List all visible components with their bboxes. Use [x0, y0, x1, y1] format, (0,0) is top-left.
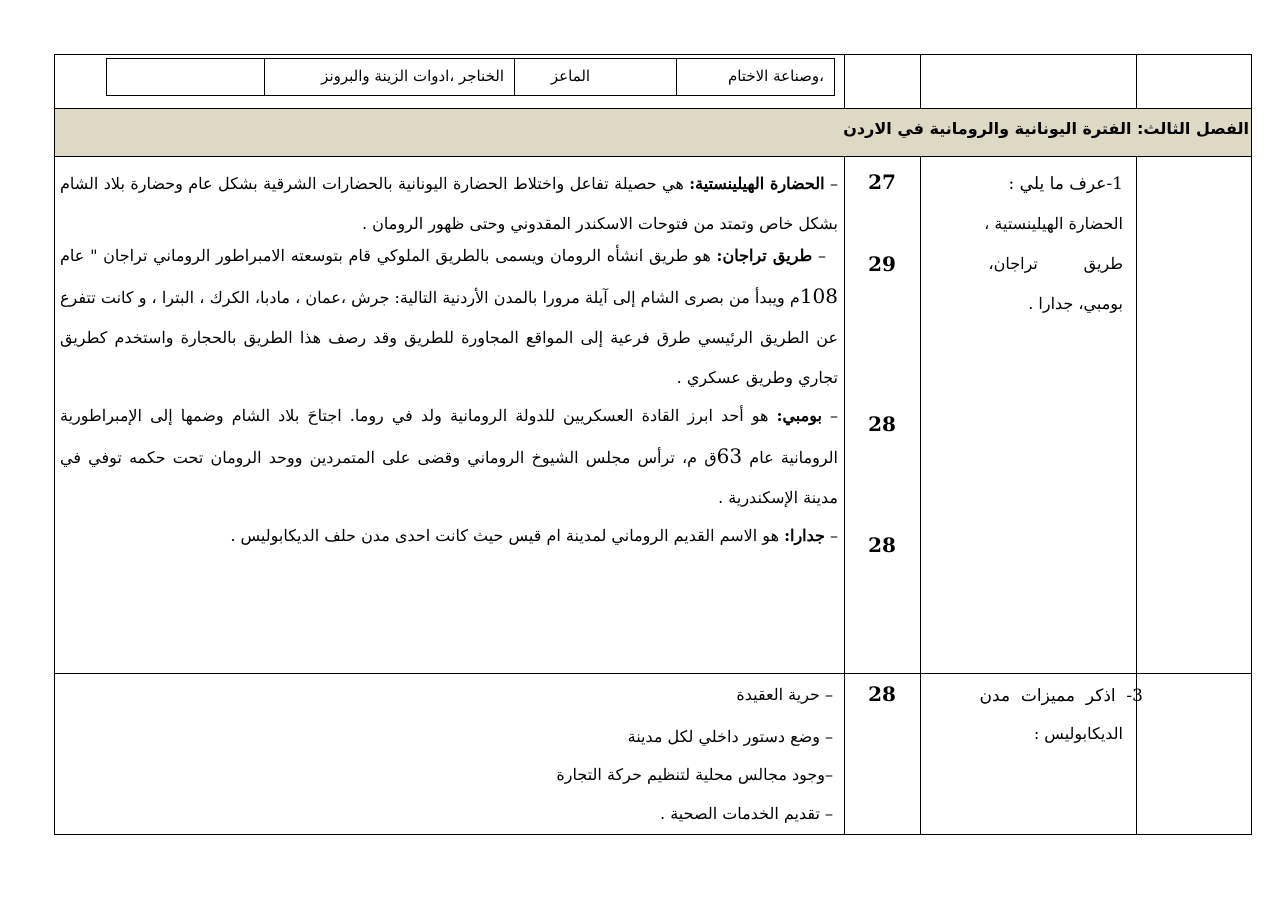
definition-text: هو أحد ابرز القادة العسكريين للدولة الرومانية ولد في روما. اجتاحَ بلاد الشام وضمها إلى الإمبراطورية الرومانية عام — [60, 406, 838, 467]
table-top-border — [54, 54, 1252, 55]
definition-text: م ويبدأ من بصرى الشام إلى آيلة مرورا بالمدن الأردنية التالية: جرش ،عمان ، مادبا، الكرك ، البترا ، و كانت تتفرع عن الطريق الرئيسي طرق فرعية إلى المواقع المجاورة للطريق وقد رصف هذا الطريق بالحجارة واستخدم كطريق تجاري وطريق عسكري . — [60, 288, 838, 387]
column-divider — [1136, 54, 1137, 108]
q1-question-line: بومبي، جدارا . — [1028, 294, 1123, 313]
page-number: 28 — [868, 682, 896, 706]
page-number: 27 — [868, 170, 896, 194]
term-hellenistic: الحضارة الهيلينستية: — [689, 174, 825, 193]
definition-text: هو الاسم القديم الروماني لمدينة ام قيس حيث كانت احدى مدن حلف الديكابوليس . — [230, 526, 785, 545]
answer-trajan-road: – طريق تراجان: هو طريق انشأه الرومان ويسمى بالطريق الملوكي قام بتوسعته الامبراطور الروماني تراجان " عام 108م ويبدأ من بصرى الشام إلى آيلة مرورا بالمدن الأردنية التالية: جرش ،عمان ، مادبا، الكرك ، البترا ، و كانت تتفرع عن الطريق الرئيسي طرق فرعية إلى المواقع المجاورة للطريق وقد رصف هذا الطريق بالحجارة واستخدم كطريق تجاري وطريق عسكري . — [60, 246, 838, 387]
chapter-title: الفصل الثالث: الفترة اليونانية والرومانية في الاردن — [843, 119, 1249, 138]
answer-hellenistic: – الحضارة الهيلينستية: هي حصيلة تفاعل واختلاط الحضارة اليونانية بالحضارات الشرقية بشكل عام وحضارة بلاد الشام بشكل خاص وتمتد من فتوحات الاسكندر المقدوني وحتى ظهور الرومان . — [60, 174, 839, 233]
answer-pompey: – بومبي: هو أحد ابرز القادة العسكريين للدولة الرومانية ولد في روما. اجتاحَ بلاد الشام وضمها إلى الإمبراطورية الرومانية عام 63ق م، ترأس مجلس الشيوخ الروماني وقضى على المتمردين ووحد الرومان تحت حكمه توفي في مدينة الإسكندرية . — [60, 406, 838, 507]
q3-answer-item: – تقديم الخدمات الصحية . — [660, 804, 833, 823]
term-gadara: جدارا: — [784, 526, 825, 545]
definition-text: هو طريق انشأه الرومان ويسمى بالطريق الملوكي قام بتوسعته الامبراطور الروماني تراجان " عام — [60, 246, 717, 265]
q3-question-line: 3- اذكر مميزات مدن — [979, 686, 1143, 706]
term-pompey: بومبي: — [776, 406, 822, 425]
top-inner-table — [106, 58, 835, 96]
row-divider — [54, 673, 1252, 674]
row-divider — [54, 156, 1252, 157]
term-trajan-road: طريق تراجان: — [716, 246, 813, 265]
column-divider — [1136, 156, 1137, 834]
column-divider — [920, 156, 921, 834]
definition-text: هي حصيلة تفاعل واختلاط الحضارة اليونانية بالحضارات الشرقية بشكل عام وحضارة بلاد الشام بشكل خاص وتمتد من فتوحات الاسكندر المقدوني وحتى ظهور الرومان . — [60, 174, 838, 233]
table-bottom-border — [54, 834, 1252, 835]
inner-cell — [107, 59, 264, 95]
page-number: 29 — [868, 252, 896, 276]
q3-question-line: الديكابوليس : — [1033, 724, 1123, 743]
definition-text: ق م، ترأس مجلس الشيوخ الروماني وقضى على المتمردين ووحد الرومان تحت حكمه توفي في مدينة الإسكندرية . — [60, 448, 838, 507]
q1-question-line: 1-عرف ما يلي : — [1008, 174, 1123, 194]
answer-gadara: – جدارا: هو الاسم القديم الروماني لمدينة ام قيس حيث كانت احدى مدن حلف الديكابوليس . — [230, 526, 838, 545]
column-divider — [920, 54, 921, 108]
inner-cell: الماعز — [514, 59, 676, 95]
q1-question-line: طريق تراجان، — [988, 254, 1123, 273]
column-divider — [844, 54, 845, 108]
year-number: 108 — [799, 284, 838, 308]
table-left-border — [54, 54, 55, 835]
row-divider — [54, 108, 1252, 109]
q3-answer-item: – وضع دستور داخلي لكل مدينة — [627, 727, 833, 746]
inner-cell: ،وصناعة الاختام — [676, 59, 834, 95]
page-number: 28 — [868, 412, 896, 436]
q3-answer-item: – حرية العقيدة — [736, 685, 833, 704]
year-number: 63 — [716, 444, 743, 468]
page-number: 28 — [868, 533, 896, 557]
q3-answer-item: –وجود مجالس محلية لتنظيم حركة التجارة — [556, 765, 833, 784]
q1-question-line: الحضارة الهيلينستية ، — [984, 214, 1123, 233]
inner-cell: الخناجر ،ادوات الزينة والبرونز — [264, 59, 514, 95]
table-right-border — [1251, 54, 1252, 835]
